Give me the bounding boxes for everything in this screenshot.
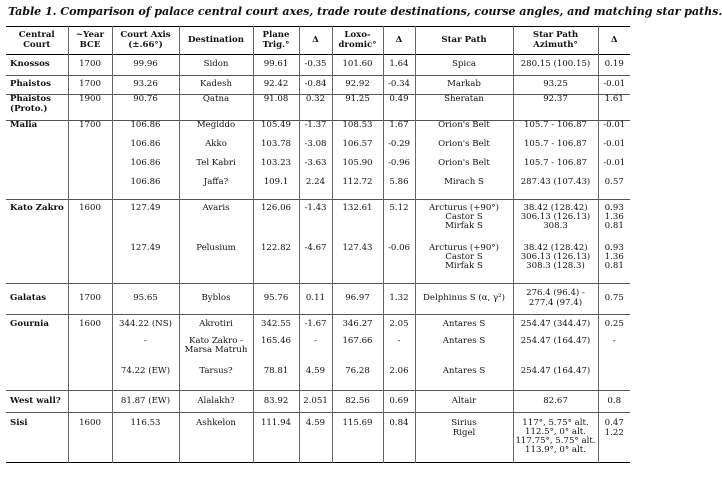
comparison-table xyxy=(6,26,630,463)
delta-loxo-cell: 1.64 xyxy=(383,55,415,76)
group-knossos xyxy=(6,55,630,76)
delta-loxo-cell: 5.12 xyxy=(383,200,415,244)
delta-star-cell: 0.57 xyxy=(598,178,630,200)
destination-cell: Avaris xyxy=(179,200,253,244)
loxo-cell: 82.56 xyxy=(332,391,383,413)
star-cell: Antares S xyxy=(415,367,513,391)
axis-cell: 127.49 xyxy=(112,244,179,284)
star-cell xyxy=(415,244,513,284)
star-cell: Antares S xyxy=(415,315,513,337)
star-name: Sirius xyxy=(451,418,477,428)
azimuth-cell: 287.43 (107.43) xyxy=(513,178,598,200)
header-delta-star: Δ xyxy=(598,27,630,55)
star-name: Mirfak S xyxy=(445,221,483,232)
delta-star-cell xyxy=(598,413,630,463)
axis-cell: 106.86 xyxy=(112,140,179,159)
court-cell-empty xyxy=(6,367,68,391)
delta-value: 1.22 xyxy=(604,427,624,438)
plane-cell: 99.61 xyxy=(253,55,299,76)
court-cell: Gournia xyxy=(10,319,49,329)
year-cell-empty xyxy=(68,244,112,284)
header-destination: Destination xyxy=(179,27,253,55)
plane-cell: 126.06 xyxy=(253,200,299,244)
azimuth-cell: 254.47 (164.47) xyxy=(513,367,598,391)
star-cell: Orion's Belt xyxy=(415,121,513,140)
court-cell-empty xyxy=(6,244,68,284)
header-delta-plane: Δ xyxy=(299,27,332,55)
star-cell: Delphinus S (α, γ²) xyxy=(415,284,513,315)
delta-plane-cell: - xyxy=(299,337,332,367)
azimuth-value: 276.4 (96.4) - xyxy=(526,288,585,299)
plane-cell: 92.42 xyxy=(253,76,299,95)
delta-plane-cell: 0.32 xyxy=(299,95,332,121)
loxo-cell: 346.27 xyxy=(332,315,383,337)
destination-name: Kato Zakro - xyxy=(188,335,244,346)
axis-cell: 93.26 xyxy=(112,76,179,95)
header-year: ~Year BCE xyxy=(68,27,112,55)
year-cell-empty xyxy=(68,391,112,413)
delta-plane-cell: -3.08 xyxy=(299,140,332,159)
year-cell-empty xyxy=(68,367,112,391)
delta-star-cell: 0.25 xyxy=(598,315,630,337)
court-cell: Malia xyxy=(10,120,38,130)
year-cell: 1600 xyxy=(68,200,112,244)
axis-cell: 95.65 xyxy=(112,284,179,315)
star-cell: Altair xyxy=(415,391,513,413)
azimuth-cell: 254.47 (164.47) xyxy=(513,337,598,367)
delta-star-cell: - xyxy=(598,337,630,367)
year-cell: 1700 xyxy=(68,121,112,140)
azimuth-cell: 254.47 (344.47) xyxy=(513,315,598,337)
loxo-cell: 92.92 xyxy=(332,76,383,95)
azimuth-value: 308.3 (128.3) xyxy=(526,260,585,271)
group-malia xyxy=(6,121,630,200)
azimuth-cell: 92.37 xyxy=(513,95,598,121)
court-cell xyxy=(6,95,68,121)
loxo-cell: 91.25 xyxy=(332,95,383,121)
table-header xyxy=(6,27,630,55)
court-cell: Knossos xyxy=(10,59,50,70)
court-cell-empty xyxy=(6,178,68,200)
court-cell: West wall? xyxy=(10,395,61,406)
azimuth-cell: 105.7 - 106.87 xyxy=(513,121,598,140)
group-sisi xyxy=(6,413,630,463)
delta-plane-cell: -1.43 xyxy=(299,200,332,244)
table-row xyxy=(6,200,630,244)
axis-cell: 106.86 xyxy=(112,159,179,178)
delta-value: 1.36 xyxy=(604,251,624,262)
year-cell: 1900 xyxy=(68,95,112,121)
azimuth-cell: 105.7 - 106.87 xyxy=(513,140,598,159)
delta-value: 0.81 xyxy=(604,260,624,271)
loxo-cell: 112.72 xyxy=(332,178,383,200)
destination-cell: Sidon xyxy=(179,55,253,76)
azimuth-value: 38.42 (128.42) xyxy=(523,203,588,213)
table-row xyxy=(6,76,630,95)
axis-cell: 127.49 xyxy=(112,200,179,244)
plane-cell: 105.49 xyxy=(253,121,299,140)
table-row xyxy=(6,140,630,159)
destination-cell: Jaffa? xyxy=(179,178,253,200)
delta-loxo-cell: - xyxy=(383,337,415,367)
azimuth-value: 306.13 (126.13) xyxy=(520,212,591,223)
azimuth-value: 306.13 (126.13) xyxy=(520,251,591,262)
axis-cell: - xyxy=(112,337,179,367)
star-cell: Spica xyxy=(415,55,513,76)
destination-cell: Byblos xyxy=(179,284,253,315)
court-cell: Galatas xyxy=(10,293,47,304)
table-row xyxy=(6,121,630,140)
axis-cell: 106.86 xyxy=(112,121,179,140)
loxo-cell: 108.53 xyxy=(332,121,383,140)
delta-plane-cell: 2.24 xyxy=(299,178,332,200)
delta-plane-cell: -3.63 xyxy=(299,159,332,178)
delta-value: 0.47 xyxy=(604,418,624,428)
plane-cell: 78.81 xyxy=(253,367,299,391)
azimuth-cell xyxy=(513,200,598,244)
table-row xyxy=(6,244,630,284)
axis-cell: 90.76 xyxy=(112,95,179,121)
delta-plane-cell: -0.84 xyxy=(299,76,332,95)
delta-loxo-cell: 0.49 xyxy=(383,95,415,121)
azimuth-value: 117°, 5.75° alt. xyxy=(522,418,589,428)
azimuth-cell xyxy=(513,244,598,284)
delta-plane-cell: 2.051 xyxy=(299,391,332,413)
star-cell: Orion's Belt xyxy=(415,140,513,159)
azimuth-value: 277.4 (97.4) xyxy=(528,298,583,308)
plane-cell: 165.46 xyxy=(253,337,299,367)
destination-cell: Alalakh? xyxy=(179,391,253,413)
azimuth-cell: 93.25 xyxy=(513,76,598,95)
azimuth-value: 38.42 (128.42) xyxy=(523,242,588,253)
header-court-axis: Court Axis (±.66°) xyxy=(112,27,179,55)
loxo-cell: 101.60 xyxy=(332,55,383,76)
destination-cell: Akko xyxy=(179,140,253,159)
delta-star-cell xyxy=(598,200,630,244)
header-central-court: Central Court xyxy=(18,29,55,50)
star-name: Mirfak S xyxy=(445,260,483,271)
court-cell: Kato Zakro xyxy=(10,203,64,213)
loxo-cell: 105.90 xyxy=(332,159,383,178)
axis-cell: 81.87 (EW) xyxy=(112,391,179,413)
star-name: Castor S xyxy=(445,251,483,262)
delta-plane-cell: -0.35 xyxy=(299,55,332,76)
star-cell xyxy=(415,413,513,463)
table-row xyxy=(6,95,630,121)
table-caption: Table 1. Comparison of palace central court axes, trade route destinations, course angles, and matching star paths. xyxy=(8,4,722,18)
destination-cell xyxy=(179,337,253,367)
plane-cell: 342.55 xyxy=(253,315,299,337)
table-row xyxy=(6,391,630,413)
azimuth-cell: 105.7 - 106.87 xyxy=(513,159,598,178)
delta-loxo-cell: -0.34 xyxy=(383,76,415,95)
group-west-wall xyxy=(6,391,630,413)
court-cell-empty xyxy=(6,140,68,159)
table-row xyxy=(6,367,630,391)
delta-star-cell: 0.19 xyxy=(598,55,630,76)
destination-cell: Tarsus? xyxy=(179,367,253,391)
group-phaistos xyxy=(6,76,630,95)
group-phaistos-proto xyxy=(6,95,630,121)
court-cell-empty xyxy=(6,159,68,178)
star-cell: Orion's Belt xyxy=(415,159,513,178)
loxo-cell: 167.66 xyxy=(332,337,383,367)
star-cell: Mirach S xyxy=(415,178,513,200)
table-row xyxy=(6,337,630,367)
azimuth-value: 113.9°, 0° alt. xyxy=(525,445,586,456)
plane-cell: 103.23 xyxy=(253,159,299,178)
delta-value: 0.81 xyxy=(604,221,624,232)
year-cell-empty xyxy=(68,337,112,367)
destination-name: Marsa Matruh xyxy=(184,345,248,356)
destination-cell: Akrotiri xyxy=(179,315,253,337)
star-name: Arcturus (+90°) xyxy=(428,203,500,213)
delta-plane-cell: -1.67 xyxy=(299,315,332,337)
destination-cell: Kadesh xyxy=(179,76,253,95)
plane-cell: 83.92 xyxy=(253,391,299,413)
delta-value: 1.36 xyxy=(604,212,624,223)
plane-cell: 95.76 xyxy=(253,284,299,315)
year-cell-empty xyxy=(68,159,112,178)
delta-value: 0.93 xyxy=(604,242,624,253)
delta-loxo-cell: 1.67 xyxy=(383,121,415,140)
axis-cell: 116.53 xyxy=(112,413,179,463)
table-row xyxy=(6,178,630,200)
azimuth-cell: 280.15 (100.15) xyxy=(513,55,598,76)
group-kato-zakro xyxy=(6,200,630,284)
azimuth-cell xyxy=(513,284,598,315)
delta-star-cell: -0.01 xyxy=(598,76,630,95)
table-row xyxy=(6,413,630,463)
destination-cell: Pelusium xyxy=(179,244,253,284)
delta-star-cell: 1.61 xyxy=(598,95,630,121)
header-star-path: Star Path xyxy=(415,27,513,55)
delta-loxo-cell: -0.06 xyxy=(383,244,415,284)
court-name-qualifier: (Proto.) xyxy=(10,103,48,114)
plane-cell: 91.08 xyxy=(253,95,299,121)
court-cell: Phaistos xyxy=(10,79,51,90)
plane-cell: 109.1 xyxy=(253,178,299,200)
azimuth-cell: 82.67 xyxy=(513,391,598,413)
destination-cell: Megiddo xyxy=(179,121,253,140)
table-row xyxy=(6,315,630,337)
loxo-cell: 127.43 xyxy=(332,244,383,284)
loxo-cell: 115.69 xyxy=(332,413,383,463)
table-row xyxy=(6,284,630,315)
loxo-cell: 132.61 xyxy=(332,200,383,244)
loxo-cell: 96.97 xyxy=(332,284,383,315)
delta-loxo-cell: 1.32 xyxy=(383,284,415,315)
star-name: Arcturus (+90°) xyxy=(428,242,500,253)
court-cell: Sisi xyxy=(10,418,28,428)
star-cell xyxy=(415,200,513,244)
azimuth-value: 117.75°, 5.75° alt. xyxy=(515,436,596,447)
plane-cell: 111.94 xyxy=(253,413,299,463)
delta-loxo-cell: -0.96 xyxy=(383,159,415,178)
year-cell: 1700 xyxy=(68,284,112,315)
azimuth-value: 308.3 xyxy=(543,221,568,232)
delta-value: 0.93 xyxy=(604,203,624,213)
header-delta-loxo: Δ xyxy=(383,27,415,55)
header-plane-trig: Plane Trig.° xyxy=(253,27,299,55)
delta-loxo-cell: 2.06 xyxy=(383,367,415,391)
delta-loxo-cell: 0.84 xyxy=(383,413,415,463)
delta-star-cell: 0.75 xyxy=(598,284,630,315)
header-star-azimuth: Star Path Azimuth° xyxy=(513,27,598,55)
delta-star-cell: -0.01 xyxy=(598,140,630,159)
plane-cell: 122.82 xyxy=(253,244,299,284)
delta-loxo-cell: 5.86 xyxy=(383,178,415,200)
year-cell: 1600 xyxy=(68,315,112,337)
year-cell: 1600 xyxy=(68,413,112,463)
year-cell-empty xyxy=(68,178,112,200)
group-galatas xyxy=(6,284,630,315)
loxo-cell: 76.28 xyxy=(332,367,383,391)
table-row xyxy=(6,55,630,76)
axis-cell: 74.22 (EW) xyxy=(112,367,179,391)
plane-cell: 103.78 xyxy=(253,140,299,159)
year-cell: 1700 xyxy=(68,76,112,95)
star-cell: Markab xyxy=(415,76,513,95)
header-loxodromic: Loxo- dromic° xyxy=(332,27,383,55)
delta-loxo-cell: 2.05 xyxy=(383,315,415,337)
delta-loxo-cell: 0.69 xyxy=(383,391,415,413)
table-row xyxy=(6,159,630,178)
delta-star-cell xyxy=(598,367,630,391)
group-gournia xyxy=(6,315,630,391)
star-cell: Antares S xyxy=(415,337,513,367)
destination-cell: Qatna xyxy=(179,95,253,121)
delta-plane-cell: 4.59 xyxy=(299,367,332,391)
star-name: Castor S xyxy=(445,212,483,223)
year-cell-empty xyxy=(68,140,112,159)
star-name: Rigel xyxy=(452,427,476,438)
star-cell: Sheratan xyxy=(415,95,513,121)
delta-star-cell: -0.01 xyxy=(598,159,630,178)
court-cell-empty xyxy=(6,337,68,367)
azimuth-cell xyxy=(513,413,598,463)
delta-plane-cell: -1.37 xyxy=(299,121,332,140)
delta-loxo-cell: -0.29 xyxy=(383,140,415,159)
delta-star-cell: 0.8 xyxy=(598,391,630,413)
delta-plane-cell: 4.59 xyxy=(299,413,332,463)
delta-star-cell: -0.01 xyxy=(598,121,630,140)
azimuth-value: 112.5°, 0° alt. xyxy=(525,427,586,438)
axis-cell: 344.22 (NS) xyxy=(112,315,179,337)
destination-cell: Tel Kabri xyxy=(179,159,253,178)
loxo-cell: 106.57 xyxy=(332,140,383,159)
axis-cell: 106.86 xyxy=(112,178,179,200)
destination-cell: Ashkelon xyxy=(179,413,253,463)
delta-star-cell xyxy=(598,244,630,284)
axis-cell: 99.96 xyxy=(112,55,179,76)
year-cell: 1700 xyxy=(68,55,112,76)
court-name: Phaistos xyxy=(10,94,51,104)
delta-plane-cell: -4.67 xyxy=(299,244,332,284)
delta-plane-cell: 0.11 xyxy=(299,284,332,315)
